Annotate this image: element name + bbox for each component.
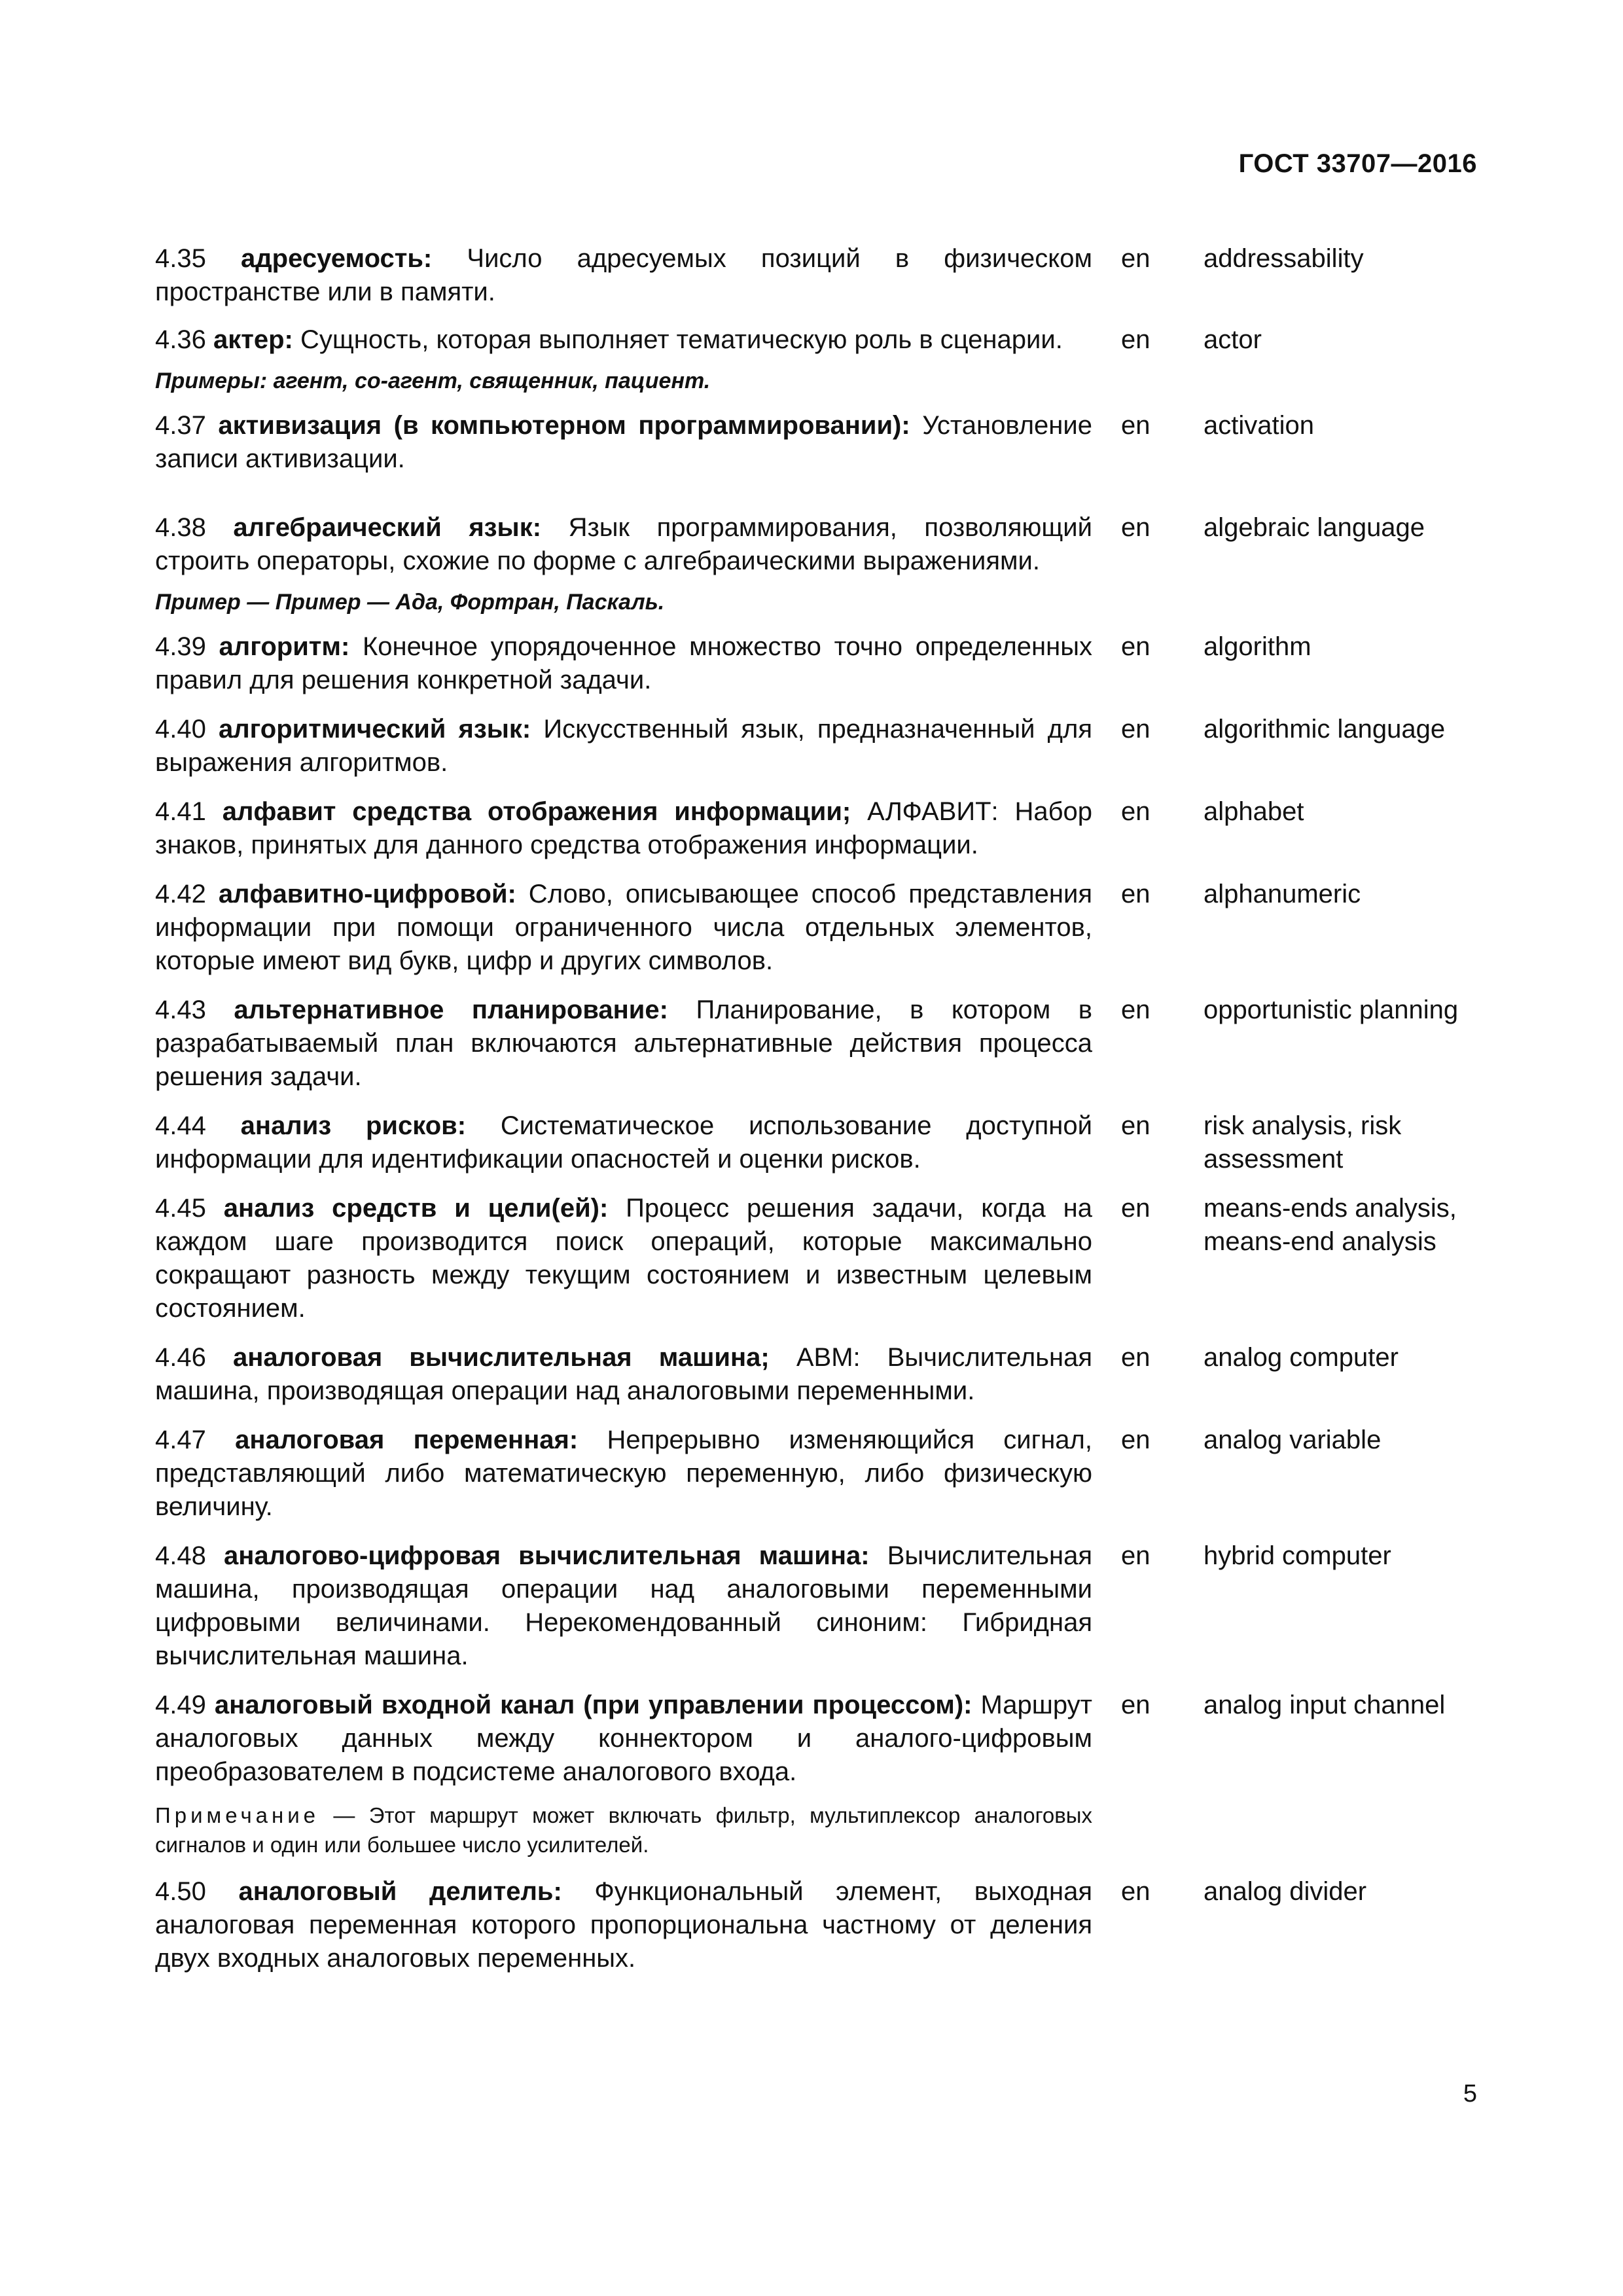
term-number: 4.49 xyxy=(155,1691,206,1719)
english-equivalent: alphabet xyxy=(1204,797,1304,826)
definition-text xyxy=(155,1109,1092,1176)
definition-text xyxy=(155,1192,1092,1325)
term-number: 4.39 xyxy=(155,632,206,661)
english-equivalent: opportunistic planning xyxy=(1204,996,1459,1024)
english-equivalent: actor xyxy=(1204,325,1262,354)
term-definition: Систематическое использование доступной информации для идентификации опасностей и оценки рисков. xyxy=(155,1111,1092,1174)
term-entry-4-37 xyxy=(155,409,1477,476)
term-number: 4.45 xyxy=(155,1194,206,1223)
definition-text xyxy=(155,409,1092,476)
page-number: 5 xyxy=(1463,2080,1477,2108)
document-id: ГОСТ 33707—2016 xyxy=(1238,149,1477,178)
definition-text xyxy=(155,511,1092,578)
term-entry-4-42 xyxy=(155,878,1477,978)
term-definition: Слово, описывающее способ представления информации при помощи ограниченного числа отдельных элементов, которые имеют вид букв, цифр и других символов. xyxy=(155,880,1092,975)
term-definition: Непрерывно изменяющийся сигнал, представляющий либо математическую переменную, либо физическую величину. xyxy=(155,1426,1092,1521)
term-number: 4.37 xyxy=(155,411,206,440)
language-code: en xyxy=(1121,715,1150,744)
term-name: алгоритмический язык: xyxy=(218,715,531,744)
term-entry-4-48 xyxy=(155,1539,1477,1673)
term-name: алгоритм: xyxy=(219,632,350,661)
term-entry-4-45 xyxy=(155,1192,1477,1325)
language-code: en xyxy=(1121,996,1150,1024)
language-code: en xyxy=(1121,1111,1150,1140)
term-definition: Сущность, которая выполняет тематическую роль в сценарии. xyxy=(293,325,1063,354)
term-name: аналогово-цифровая вычислительная машина: xyxy=(223,1541,870,1570)
language-code: en xyxy=(1121,797,1150,826)
term-entry-4-38 xyxy=(155,511,1477,578)
english-equivalent: alphanumeric xyxy=(1204,880,1361,908)
english-equivalent: addressability xyxy=(1204,244,1364,273)
term-name: аналоговая вычислительная машина; xyxy=(232,1343,770,1372)
term-name: аналоговая переменная: xyxy=(235,1426,579,1454)
language-code: en xyxy=(1121,513,1150,542)
term-name: анализ средств и цели(ей): xyxy=(223,1194,609,1223)
english-equivalent: algorithmic language xyxy=(1204,715,1446,744)
term-definition: Маршрут аналоговых данных между коннектором и аналого-цифровым преобразователем в подсистеме аналогового входа. xyxy=(155,1691,1092,1786)
english-equivalent: hybrid computer xyxy=(1204,1541,1391,1570)
term-name: алгебраический язык: xyxy=(233,513,542,542)
term-entry-4-43 xyxy=(155,994,1477,1094)
language-code: en xyxy=(1121,1691,1150,1719)
english-equivalent: analog variable xyxy=(1204,1426,1382,1454)
definition-text xyxy=(155,994,1092,1094)
term-number: 4.36 xyxy=(155,325,206,354)
definition-text xyxy=(155,1689,1092,1789)
english-equivalent: algorithm xyxy=(1204,632,1311,661)
definition-text xyxy=(155,878,1092,978)
language-code: en xyxy=(1121,325,1150,354)
definition-text xyxy=(155,1341,1092,1408)
term-name: актер: xyxy=(213,325,293,354)
term-number: 4.42 xyxy=(155,880,206,908)
english-equivalent: activation xyxy=(1204,411,1314,440)
term-name: аналоговый входной канал (при управлении процессом): xyxy=(214,1691,972,1719)
english-equivalent: analog divider xyxy=(1204,1877,1367,1906)
language-code: en xyxy=(1121,1541,1150,1570)
term-definition: Конечное упорядоченное множество точно определенных правил для решения конкретной задачи. xyxy=(155,632,1092,694)
term-name: альтернативное планирование: xyxy=(234,996,668,1024)
english-equivalent: risk analysis, risk assessment xyxy=(1204,1111,1402,1174)
terms-list xyxy=(155,242,1477,1975)
example-4-36: Примеры: агент, со-агент, священник, пациент. xyxy=(155,368,711,393)
term-definition: Искусственный язык, предназначенный для выражения алгоритмов. xyxy=(155,715,1092,777)
term-number: 4.40 xyxy=(155,715,206,744)
term-definition: Установление записи активизации. xyxy=(155,411,1092,473)
term-definition: Вычислительная машина, производящая операции над аналоговыми переменными цифровыми величинами. Нерекомендованный синоним: Гибридная вычислительная машина. xyxy=(155,1541,1092,1670)
term-entry-4-36 xyxy=(155,323,1477,357)
term-definition: Процесс решения задачи, когда на каждом шаге производится поиск операций, которые максимально сокращают разность между текущим состоянием и известным целевым состоянием. xyxy=(155,1194,1093,1323)
definition-text xyxy=(155,323,1092,357)
term-number: 4.47 xyxy=(155,1426,206,1454)
term-name: адресуемость: xyxy=(241,244,433,273)
term-number: 4.50 xyxy=(155,1877,206,1906)
language-code: en xyxy=(1121,1343,1150,1372)
term-number: 4.41 xyxy=(155,797,206,826)
language-code: en xyxy=(1121,244,1150,273)
term-entry-4-47 xyxy=(155,1424,1477,1524)
english-equivalent: analog input channel xyxy=(1204,1691,1446,1719)
term-name: аналоговый делитель: xyxy=(238,1877,562,1906)
term-number: 4.38 xyxy=(155,513,206,542)
term-number: 4.43 xyxy=(155,996,206,1024)
note-label: Примечание xyxy=(155,1803,320,1827)
language-code: en xyxy=(1121,1194,1150,1223)
term-entry-4-50 xyxy=(155,1875,1477,1975)
term-entry-4-39 xyxy=(155,630,1477,697)
term-name: активизация (в компьютерном программировании): xyxy=(218,411,910,440)
term-definition: Язык программирования, позволяющий строить операторы, схожие по форме с алгебраическими выражениями. xyxy=(155,513,1092,575)
term-definition: Число адресуемых позиций в физическом пространстве или в памяти. xyxy=(155,244,1092,306)
term-entry-4-44 xyxy=(155,1109,1477,1176)
term-entry-4-46 xyxy=(155,1341,1477,1408)
term-number: 4.44 xyxy=(155,1111,206,1140)
definition-text xyxy=(155,630,1092,697)
language-code: en xyxy=(1121,411,1150,440)
definition-text xyxy=(155,242,1092,309)
term-definition: Функциональный элемент, выходная аналоговая переменная которого пропорциональна частному от деления двух входных аналоговых переменных. xyxy=(155,1877,1093,1973)
term-number: 4.35 xyxy=(155,244,206,273)
example-4-38: Пример — Пример — Ада, Фортран, Паскаль. xyxy=(155,590,665,615)
english-equivalent: means-ends analysis, means-end analysis xyxy=(1204,1194,1457,1256)
term-number: 4.48 xyxy=(155,1541,206,1570)
definition-text xyxy=(155,1539,1092,1673)
term-entry-4-41 xyxy=(155,795,1477,862)
definition-text xyxy=(155,1875,1092,1975)
definition-text xyxy=(155,1424,1092,1524)
language-code: en xyxy=(1121,880,1150,908)
definition-text xyxy=(155,795,1092,862)
term-entry-4-49 xyxy=(155,1689,1477,1789)
language-code: en xyxy=(1121,1877,1150,1906)
note-4-49 xyxy=(155,1801,1092,1859)
note-text: — Этот маршрут может включать фильтр, мультиплексор аналоговых сигналов и один или большее число усилителей. xyxy=(155,1803,1092,1857)
definition-text xyxy=(155,713,1092,780)
term-name: анализ рисков: xyxy=(240,1111,467,1140)
term-definition: Планирование, в котором в разрабатываемый план включаются альтернативные действия процесса решения задачи. xyxy=(155,996,1092,1091)
term-entry-4-40 xyxy=(155,713,1477,780)
term-name: алфавитно-цифровой: xyxy=(218,880,516,908)
term-definition: АВМ: Вычислительная машина, производящая операции над аналоговыми переменными. xyxy=(155,1343,1093,1405)
english-equivalent: algebraic language xyxy=(1204,513,1425,542)
english-equivalent: analog computer xyxy=(1204,1343,1399,1372)
language-code: en xyxy=(1121,632,1150,661)
term-definition: АЛФАВИТ: Набор знаков, принятых для данного средства отображения информации. xyxy=(155,797,1092,859)
term-number: 4.46 xyxy=(155,1343,206,1372)
term-entry-4-35 xyxy=(155,242,1477,309)
language-code: en xyxy=(1121,1426,1150,1454)
term-name: алфавит средства отображения информации; xyxy=(222,797,851,826)
